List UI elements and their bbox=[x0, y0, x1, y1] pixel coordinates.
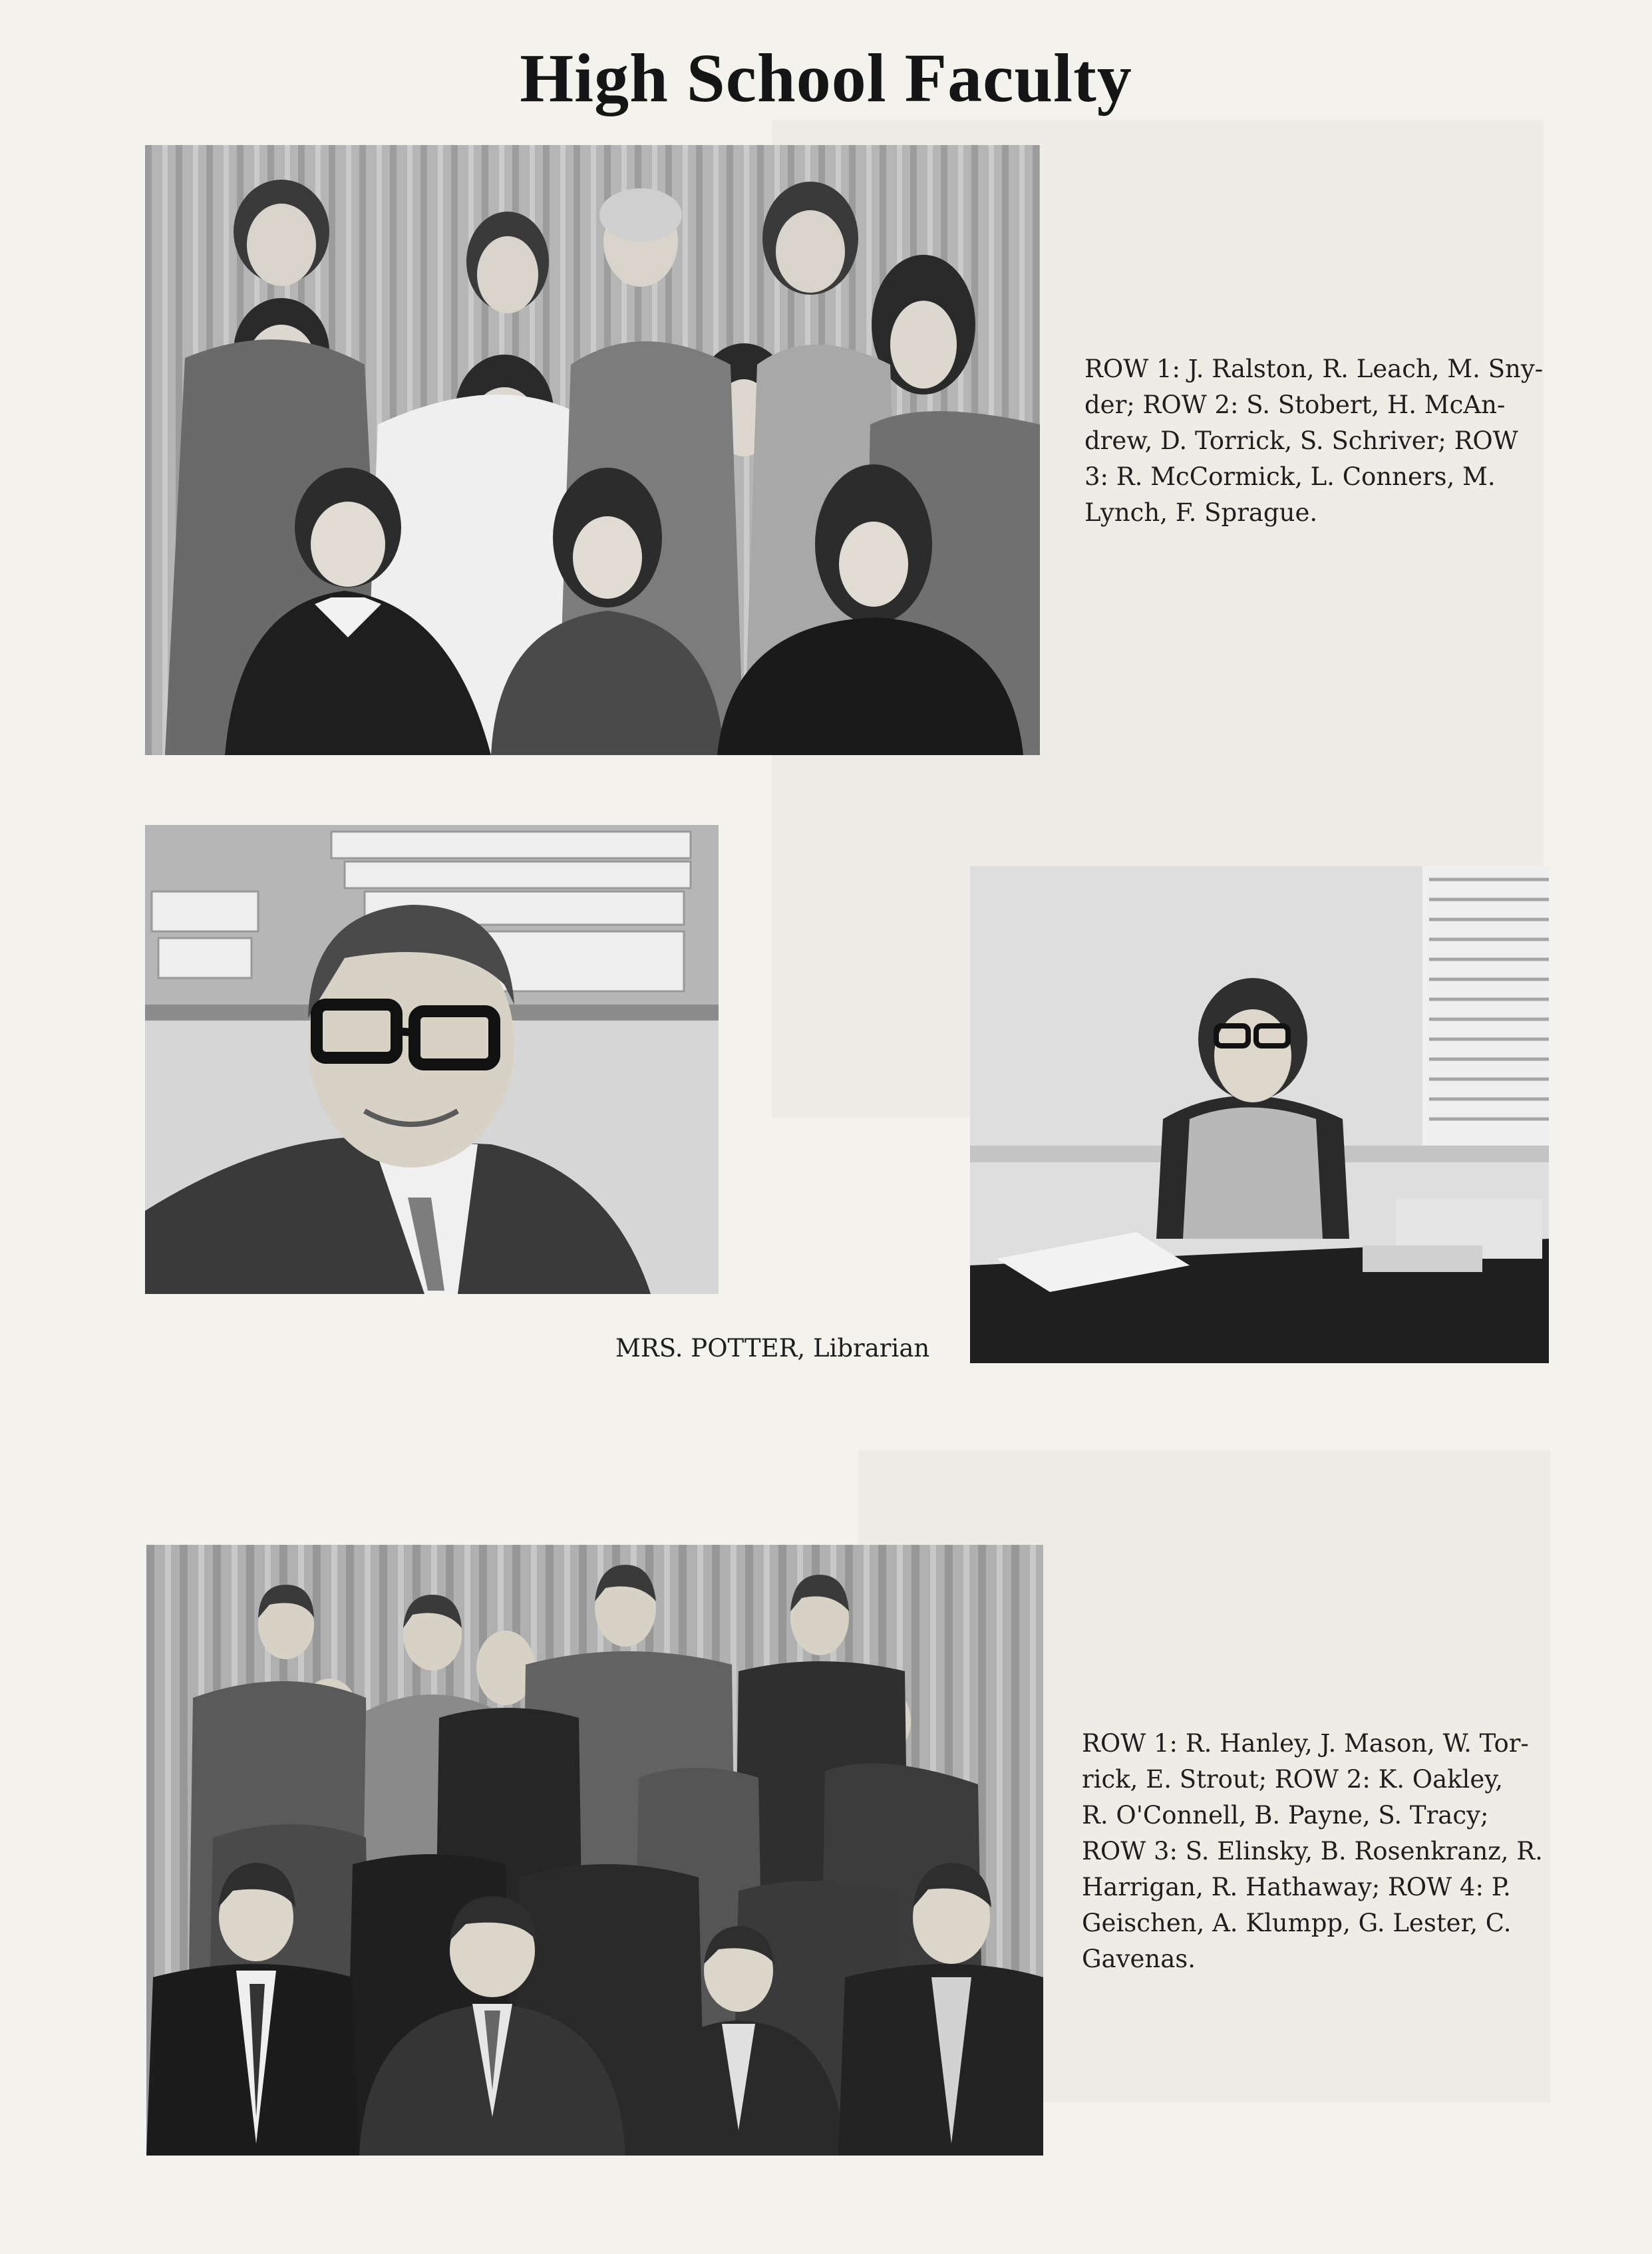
caption-line: rick, E. Strout; ROW 2: K. Oakley, bbox=[1082, 1765, 1504, 1794]
caption-line: 3: R. McCormick, L. Conners, M. bbox=[1084, 462, 1496, 491]
caption-line: ROW 3: S. Elinsky, B. Rosenkranz, R. bbox=[1082, 1837, 1543, 1865]
caption-line: drew, D. Torrick, S. Schriver; ROW bbox=[1084, 426, 1518, 455]
women-group-caption bbox=[1084, 351, 1543, 531]
librarian-caption: MRS. POTTER, Librarian bbox=[615, 1334, 930, 1363]
caption-line: Lynch, F. Sprague. bbox=[1084, 498, 1318, 527]
page-title: High School Faculty bbox=[520, 40, 1132, 116]
caption-line: der; ROW 2: S. Stobert, H. McAn- bbox=[1084, 391, 1506, 419]
caption-line: Harrigan, R. Hathaway; ROW 4: P. bbox=[1082, 1873, 1511, 1901]
caption-line: R. O'Connell, B. Payne, S. Tracy; bbox=[1082, 1801, 1489, 1830]
caption-line: ROW 1: R. Hanley, J. Mason, W. Tor- bbox=[1082, 1729, 1529, 1758]
caption-line: Geischen, A. Klumpp, G. Lester, C. bbox=[1082, 1909, 1512, 1937]
men-group-caption bbox=[1082, 1726, 1543, 1977]
male-teacher-portrait-photo bbox=[145, 825, 719, 1294]
men-faculty-group-photo bbox=[146, 1545, 1043, 2156]
librarian-at-desk-photo bbox=[970, 866, 1549, 1363]
women-faculty-group-photo bbox=[145, 145, 1040, 755]
caption-line: Gavenas. bbox=[1082, 1945, 1196, 1973]
caption-line: ROW 1: J. Ralston, R. Leach, M. Sny- bbox=[1084, 355, 1544, 383]
